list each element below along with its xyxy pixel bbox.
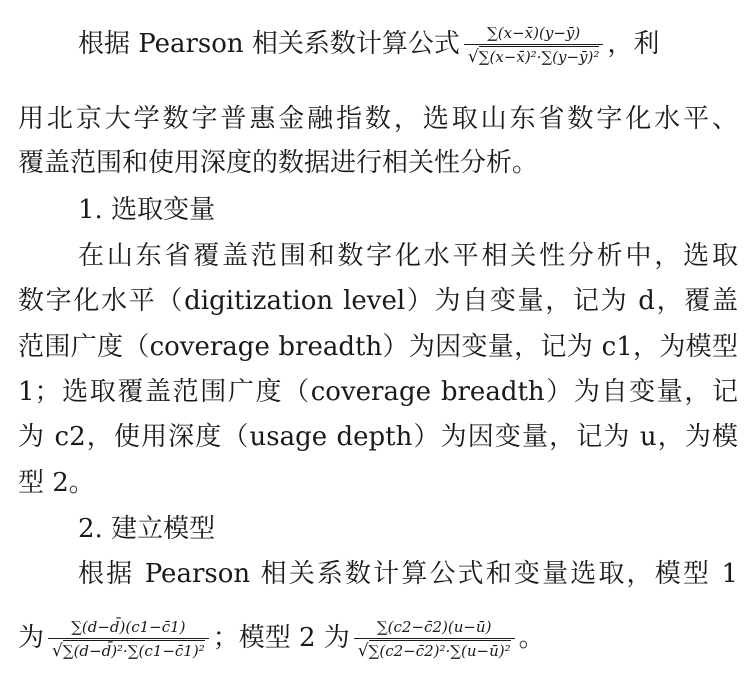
sqrt-symbol: √ — [357, 641, 369, 661]
pearson-formula-numerator: ∑(x−x̄)(y−ȳ) — [464, 24, 603, 45]
paragraph1-line2: 用北京大学数字普惠金融指数，选取山东省数字化水平、 — [18, 104, 738, 134]
model1-formula — [48, 618, 209, 660]
paragraph1-line3: 覆盖范围和使用深度的数据进行相关性分析。 — [18, 148, 539, 178]
model1-formula-denominator — [48, 639, 209, 660]
model1-formula-radicand: ∑(d−d̄)²·∑(c1−c̄1)² — [62, 642, 205, 660]
section1-line4: 1；选取覆盖范围广度（coverage breadth）为自变量，记 — [18, 377, 738, 407]
section2-heading: 2. 建立模型 — [78, 514, 216, 544]
sqrt-symbol: √ — [52, 641, 63, 661]
section2-line1: 根据 Pearson 相关系数计算公式和变量选取，模型 1 — [78, 559, 738, 589]
paragraph1-text-after: ，利 — [607, 29, 660, 59]
paragraph1-text-before: 根据 Pearson 相关系数计算公式 — [78, 29, 460, 59]
sqrt-symbol: √ — [467, 47, 479, 67]
section1-line5: 为 c2，使用深度（usage depth）为因变量，记为 u，为模 — [18, 422, 738, 452]
model2-formula-radicand: ∑(c2−c̄2)²·∑(u−ū)² — [368, 642, 511, 660]
section1-line1: 在山东省覆盖范围和数字化水平相关性分析中，选取 — [78, 241, 738, 271]
model1-formula-numerator: ∑(d−d̄)(c1−c̄1) — [48, 618, 209, 639]
pearson-formula-denominator — [464, 45, 603, 66]
section1-line6: 型 2。 — [18, 468, 95, 498]
section2-line2-prefix: 为 — [18, 623, 45, 653]
pearson-formula-radicand: ∑(x−x̄)²·∑(y−ȳ)² — [478, 48, 600, 66]
model2-formula-numerator: ∑(c2−c̄2)(u−ū) — [354, 618, 515, 639]
paragraph1-line1 — [0, 24, 748, 66]
section1-line3: 范围广度（coverage breadth）为因变量，记为 c1，为模型 — [18, 332, 738, 362]
section2-line2 — [0, 618, 748, 660]
model2-formula-denominator — [354, 639, 515, 660]
model2-formula — [354, 618, 515, 660]
pearson-formula — [464, 24, 603, 66]
section2-line2-middle: ；模型 2 为 — [212, 623, 350, 653]
section1-line2: 数字化水平（digitization level）为自变量，记为 d，覆盖 — [18, 286, 738, 316]
section1-heading: 1. 选取变量 — [78, 195, 216, 225]
section2-line2-suffix: 。 — [518, 623, 545, 653]
